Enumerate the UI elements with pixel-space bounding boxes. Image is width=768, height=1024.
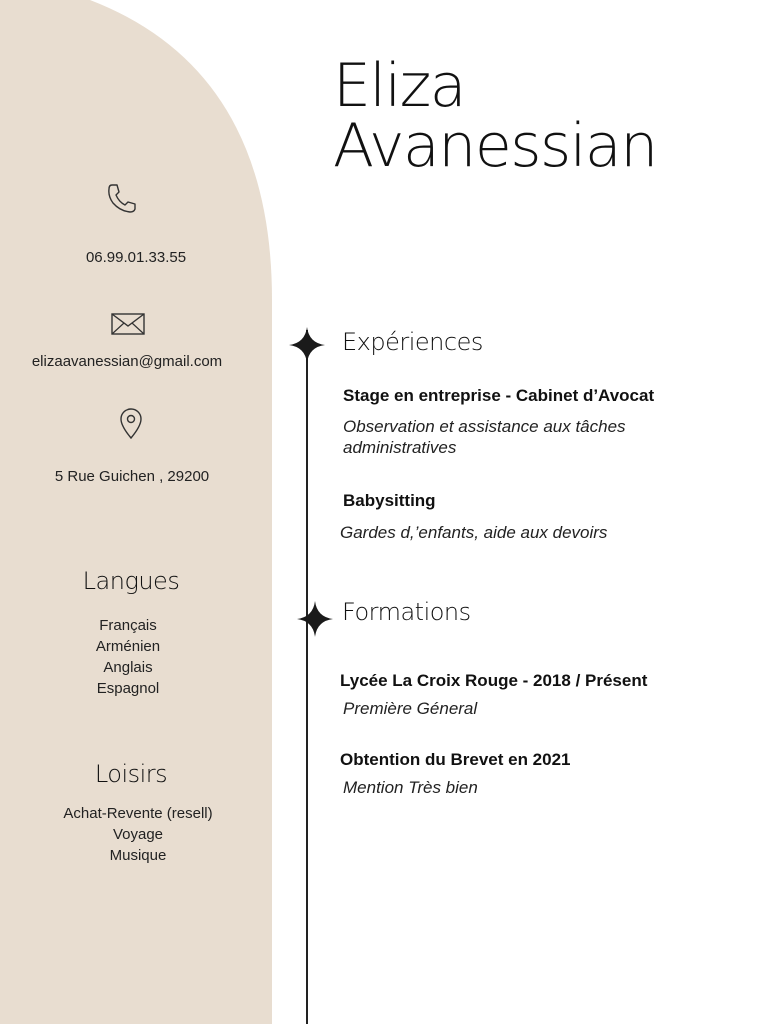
sparkle-star-icon	[289, 327, 325, 363]
education-title: Lycée La Croix Rouge - 2018 / Présent	[340, 671, 648, 690]
envelope-icon	[111, 313, 145, 335]
postal-address: 5 Rue Guichen , 29200	[54, 468, 210, 485]
hobbies-list	[2, 803, 272, 866]
experience-title: Stage en entreprise - Cabinet d’Avocat	[343, 386, 655, 405]
education-title: Obtention du Brevet en 2021	[340, 750, 571, 769]
hobbies-heading: Loisirs	[94, 760, 168, 788]
languages-heading: Langues	[82, 567, 180, 595]
experience-description: Observation et assistance aux tâches administratives	[343, 417, 626, 457]
hobby-item: Voyage	[112, 826, 164, 843]
language-item: Espagnol	[96, 680, 160, 697]
languages-list	[0, 615, 264, 699]
experiences-heading: Expériences	[342, 328, 483, 356]
page-title-name	[333, 51, 657, 181]
sparkle-star-icon	[297, 601, 333, 637]
language-item: Arménien	[95, 638, 161, 655]
education-description: Mention Très bien	[343, 778, 478, 797]
phone-icon	[106, 182, 138, 214]
hobby-item: Musique	[109, 847, 167, 864]
last-name: Avanessian	[333, 111, 657, 181]
experience-description: Gardes d,’enfants, aide aux devoirs	[340, 523, 608, 542]
first-name: Eliza	[333, 51, 466, 121]
timeline-line	[306, 330, 308, 1024]
language-item: Français	[99, 617, 157, 634]
experience-title: Babysitting	[343, 491, 436, 510]
location-pin-icon	[118, 408, 144, 440]
email-address[interactable]: elizaavanessian@gmail.com	[31, 353, 223, 370]
phone-number[interactable]: 06.99.01.33.55	[85, 249, 187, 266]
sidebar	[0, 0, 272, 1024]
education-heading: Formations	[342, 598, 471, 626]
hobby-item: Achat-Revente (resell)	[63, 805, 213, 822]
language-item: Anglais	[103, 659, 153, 676]
education-description: Première Géneral	[343, 699, 478, 718]
